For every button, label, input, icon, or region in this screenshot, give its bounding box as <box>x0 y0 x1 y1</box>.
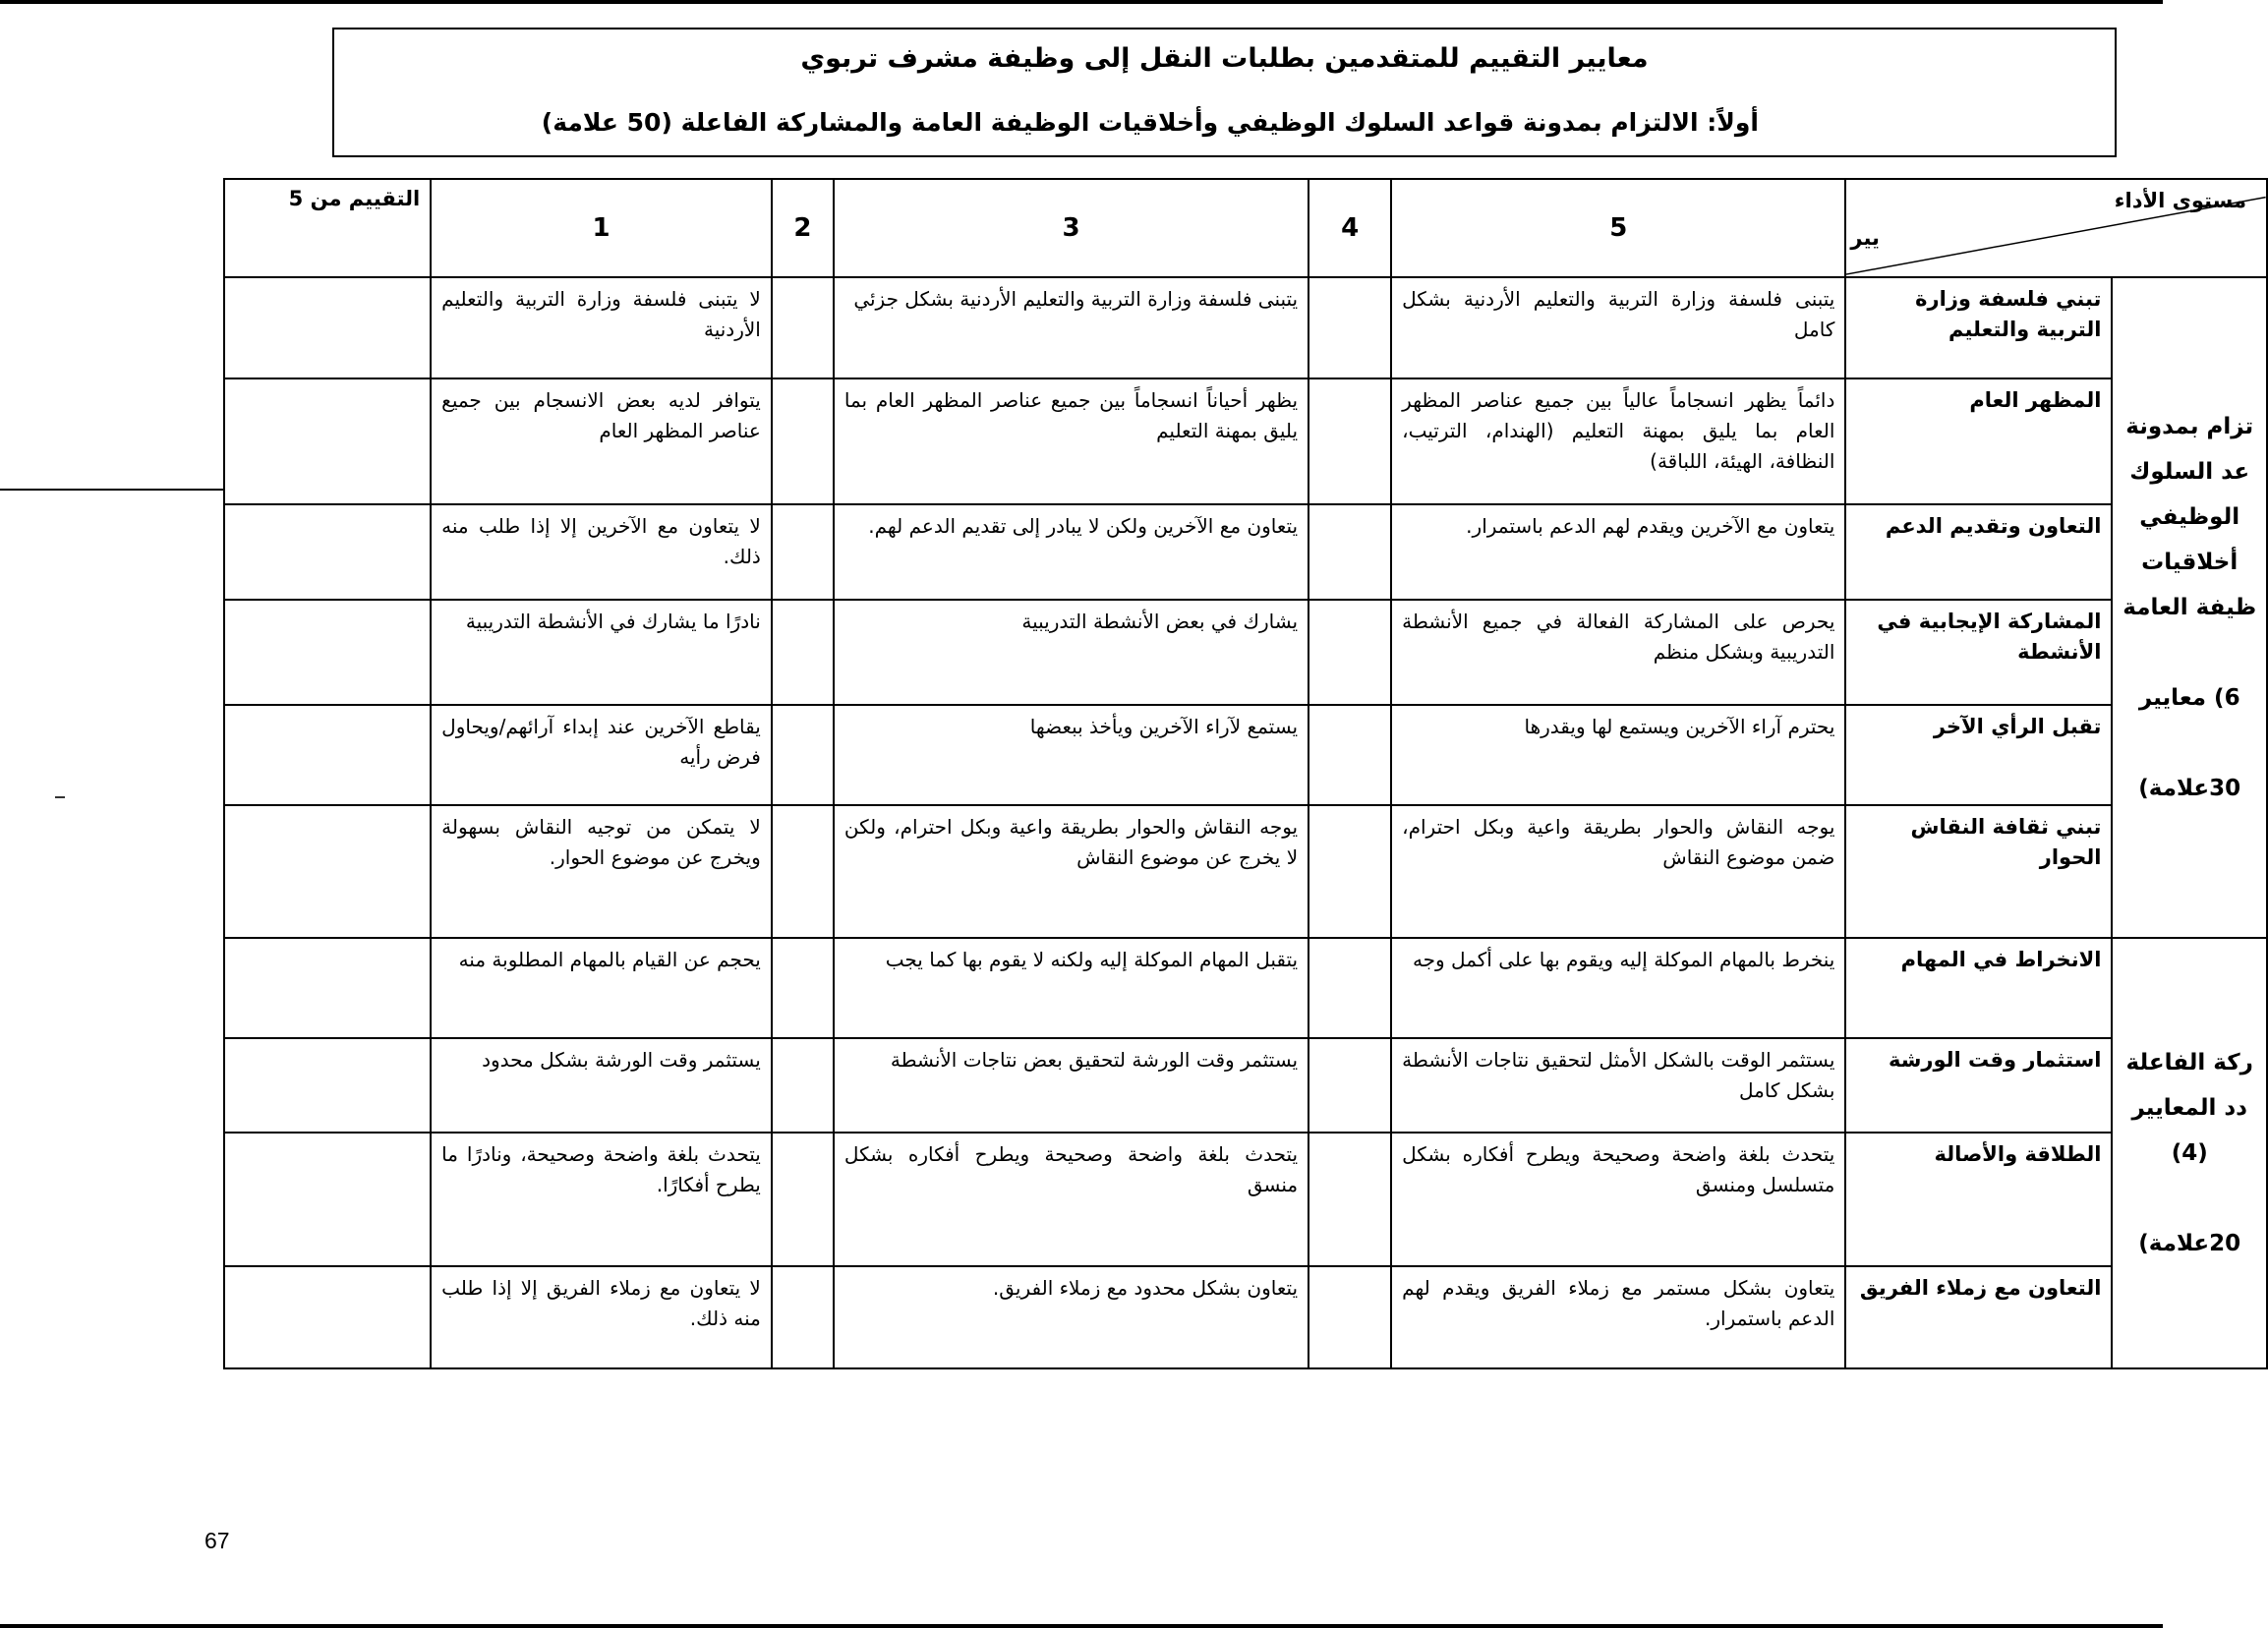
criteria-label: يير <box>1850 226 1880 250</box>
level-2-cell <box>772 378 834 504</box>
group-cell-active-participation <box>2112 938 2267 1368</box>
level-5-cell: يوجه النقاش والحوار بطريقة واعية وبكل احترام، ضمن موضوع النقاش <box>1391 805 1845 938</box>
criterion-cell: استثمار وقت الورشة <box>1845 1038 2112 1133</box>
level-3-cell: يتقبل المهام الموكلة إليه ولكنه لا يقوم بها كما يجب <box>834 938 1308 1038</box>
level-4-cell <box>1308 277 1391 378</box>
table-header-row <box>224 179 2267 277</box>
criterion-cell: تبني فلسفة وزارة التربية والتعليم <box>1845 277 2112 378</box>
level-4-cell <box>1308 600 1391 705</box>
level-4-cell <box>1308 938 1391 1038</box>
level-3-cell: يظهر أحياناً انسجاماً بين جميع عناصر المظهر العام بما يليق بمهنة التعليم <box>834 378 1308 504</box>
level-5-cell: يستثمر الوقت بالشكل الأمثل لتحقيق نتاجات الأنشطة بشكل كامل <box>1391 1038 1845 1133</box>
level-5-cell: يحرص على المشاركة الفعالة في جميع الأنشطة التدريبية وبشكل منظم <box>1391 600 1845 705</box>
level-4-header: 4 <box>1308 179 1391 277</box>
criterion-cell: التعاون مع زملاء الفريق <box>1845 1266 2112 1368</box>
scan-mark <box>55 796 65 798</box>
rating-cell[interactable] <box>224 705 431 805</box>
rating-header: التقييم من 5 <box>224 179 431 277</box>
group-line: 30علامة) <box>2138 776 2241 801</box>
margin-rule-line <box>0 489 223 491</box>
level-3-cell: يتحدث بلغة واضحة وصحيحة ويطرح أفكاره بشكل منسق <box>834 1133 1308 1266</box>
page-number: 67 <box>204 1528 230 1553</box>
group-cell-code-of-conduct <box>2112 277 2267 938</box>
bottom-scan-border <box>0 1624 2163 1628</box>
level-2-cell <box>772 1038 834 1133</box>
criterion-cell: الانخراط في المهام <box>1845 938 2112 1038</box>
criterion-cell: تبني ثقافة النقاش الحوار <box>1845 805 2112 938</box>
group-line: تزام بمدونة <box>2125 414 2254 439</box>
criterion-cell: المشاركة الإيجابية في الأنشطة <box>1845 600 2112 705</box>
level-2-cell <box>772 938 834 1038</box>
level-5-cell: يتبنى فلسفة وزارة التربية والتعليم الأردنية بشكل كامل <box>1391 277 1845 378</box>
level-2-cell <box>772 705 834 805</box>
level-3-cell: يتعاون مع الآخرين ولكن لا يبادر إلى تقديم الدعم لهم. <box>834 504 1308 600</box>
level-2-cell <box>772 600 834 705</box>
rubric-table-viewport <box>223 178 2257 1383</box>
rating-cell[interactable] <box>224 277 431 378</box>
group-line <box>2117 630 2262 675</box>
group-line <box>2117 721 2262 766</box>
criterion-cell: الطلاقة والأصالة <box>1845 1133 2112 1266</box>
table-row <box>224 600 2267 705</box>
level-2-cell <box>772 277 834 378</box>
level-5-cell: يحترم آراء الآخرين ويستمع لها ويقدرها <box>1391 705 1845 805</box>
level-1-cell: نادرًا ما يشارك في الأنشطة التدريبية <box>431 600 772 705</box>
page-title: معايير التقييم للمتقدمين بطلبات النقل إلى وظيفة مشرف تربوي <box>800 43 1649 74</box>
level-3-cell: يوجه النقاش والحوار بطريقة واعية وبكل احترام، ولكن لا يخرج عن موضوع النقاش <box>834 805 1308 938</box>
group-line <box>2117 1176 2262 1221</box>
top-scan-border <box>0 0 2163 4</box>
level-1-cell: لا يتبنى فلسفة وزارة التربية والتعليم الأردنية <box>431 277 772 378</box>
level-1-cell: لا يتعاون مع زملاء الفريق إلا إذا طلب منه ذلك. <box>431 1266 772 1368</box>
group-line: 6) معايير <box>2138 685 2240 711</box>
table-row <box>224 805 2267 938</box>
level-3-cell: يشارك في بعض الأنشطة التدريبية <box>834 600 1308 705</box>
rating-cell[interactable] <box>224 1038 431 1133</box>
rating-cell[interactable] <box>224 1266 431 1368</box>
level-4-cell <box>1308 1266 1391 1368</box>
level-1-cell: يتوافر لديه بعض الانسجام بين جميع عناصر المظهر العام <box>431 378 772 504</box>
level-2-cell <box>772 1133 834 1266</box>
level-3-cell: يستمع لآراء الآخرين ويأخذ ببعضها <box>834 705 1308 805</box>
criterion-cell: تقبل الرأي الآخر <box>1845 705 2112 805</box>
rating-cell[interactable] <box>224 938 431 1038</box>
group-line: عد السلوك <box>2129 459 2250 485</box>
level-3-cell: يستثمر وقت الورشة لتحقيق بعض نتاجات الأنشطة <box>834 1038 1308 1133</box>
level-1-header: 1 <box>431 179 772 277</box>
table-row <box>224 378 2267 504</box>
level-1-cell: لا يتعاون مع الآخرين إلا إذا طلب منه ذلك. <box>431 504 772 600</box>
rating-cell[interactable] <box>224 378 431 504</box>
page-subtitle: أولاً: الالتزام بمدونة قواعد السلوك الوظيفي وأخلاقيات الوظيفة العامة والمشاركة الفاعلة (50 علامة) <box>541 108 1759 137</box>
level-1-cell: يتحدث بلغة واضحة وصحيحة، ونادرًا ما يطرح أفكارًا. <box>431 1133 772 1266</box>
level-2-cell <box>772 504 834 600</box>
level-2-header: 2 <box>772 179 834 277</box>
level-1-cell: يحجم عن القيام بالمهام المطلوبة منه <box>431 938 772 1038</box>
level-4-cell <box>1308 504 1391 600</box>
level-4-cell <box>1308 805 1391 938</box>
level-5-cell: ينخرط بالمهام الموكلة إليه ويقوم بها على أكمل وجه <box>1391 938 1845 1038</box>
table-row <box>224 1133 2267 1266</box>
level-3-header: 3 <box>834 179 1308 277</box>
level-5-header: 5 <box>1391 179 1845 277</box>
level-2-cell <box>772 1266 834 1368</box>
table-row <box>224 1038 2267 1133</box>
criterion-cell: التعاون وتقديم الدعم <box>1845 504 2112 600</box>
level-1-cell: يستثمر وقت الورشة بشكل محدود <box>431 1038 772 1133</box>
group-line: 20علامة) <box>2138 1231 2241 1256</box>
level-4-cell <box>1308 705 1391 805</box>
group-line: الوظيفي <box>2139 504 2240 530</box>
level-5-cell: يتعاون بشكل مستمر مع زملاء الفريق ويقدم لهم الدعم باستمرار. <box>1391 1266 1845 1368</box>
level-5-cell: دائماً يظهر انسجاماً عالياً بين جميع عناصر المظهر العام بما يليق بمهنة التعليم (الهندام، الترتيب، النظافة، الهيئة، اللباقة) <box>1391 378 1845 504</box>
rating-cell[interactable] <box>224 805 431 938</box>
corner-header-cell <box>1845 179 2267 277</box>
criterion-cell: المظهر العام <box>1845 378 2112 504</box>
table-row <box>224 938 2267 1038</box>
performance-level-label: مستوى الأداء <box>2114 189 2246 212</box>
rating-cell[interactable] <box>224 600 431 705</box>
title-box <box>332 28 2117 157</box>
table-row <box>224 277 2267 378</box>
group-line: دد المعايير <box>2131 1095 2247 1121</box>
level-1-cell: لا يتمكن من توجيه النقاش بسهولة ويخرج عن موضوع الحوار. <box>431 805 772 938</box>
table-row <box>224 1266 2267 1368</box>
level-4-cell <box>1308 378 1391 504</box>
group-line: ظيفة العامة <box>2123 595 2257 620</box>
level-3-cell: يتبنى فلسفة وزارة التربية والتعليم الأردنية بشكل جزئي <box>834 277 1308 378</box>
level-2-cell <box>772 805 834 938</box>
rating-cell[interactable] <box>224 504 431 600</box>
level-3-cell: يتعاون بشكل محدود مع زملاء الفريق. <box>834 1266 1308 1368</box>
group-line: أخلاقيات <box>2141 550 2239 575</box>
table-row <box>224 705 2267 805</box>
level-5-cell: يتعاون مع الآخرين ويقدم لهم الدعم باستمرار. <box>1391 504 1845 600</box>
rubric-table <box>223 178 2268 1369</box>
group-line: ركة الفاعلة <box>2125 1050 2253 1076</box>
level-5-cell: يتحدث بلغة واضحة وصحيحة ويطرح أفكاره بشكل متسلسل ومنسق <box>1391 1133 1845 1266</box>
level-4-cell <box>1308 1038 1391 1133</box>
group-line: (4) <box>2171 1140 2208 1166</box>
rating-cell[interactable] <box>224 1133 431 1266</box>
level-4-cell <box>1308 1133 1391 1266</box>
level-1-cell: يقاطع الآخرين عند إبداء آرائهم/ويحاول فرض رأيه <box>431 705 772 805</box>
table-row <box>224 504 2267 600</box>
